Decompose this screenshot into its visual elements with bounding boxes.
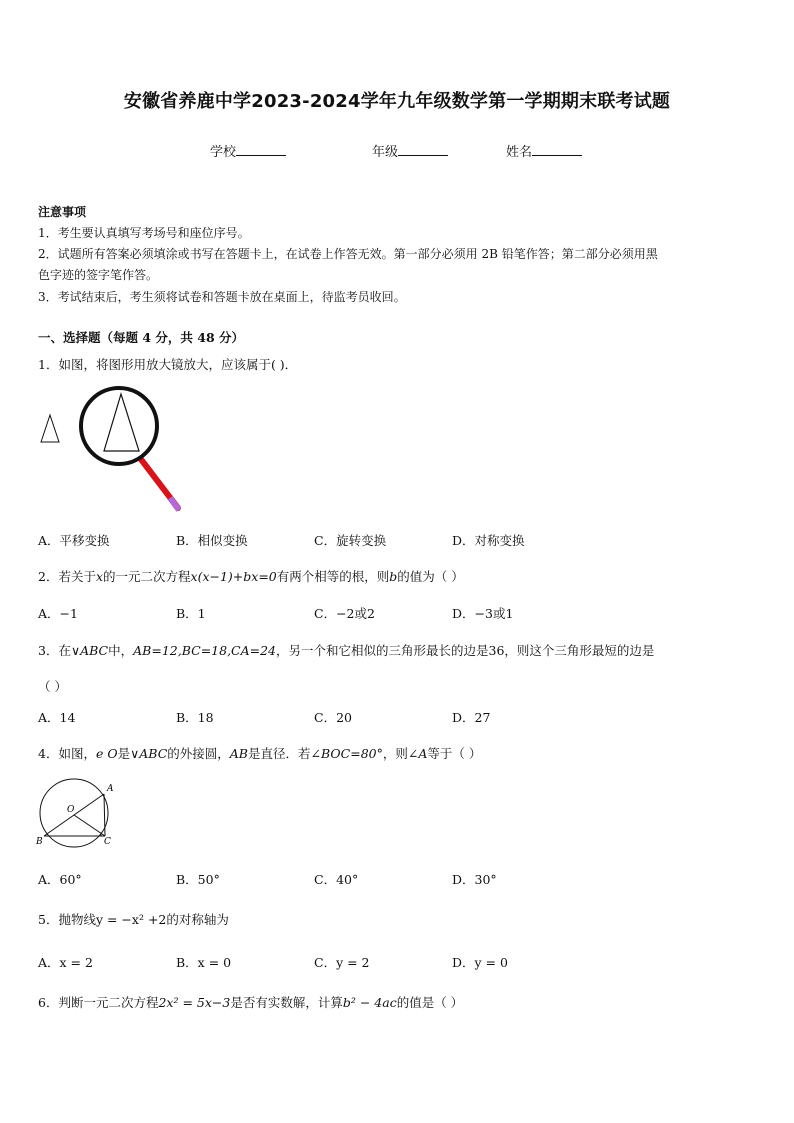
label-a: A (107, 784, 114, 794)
page-title: 安徽省养鹿中学2023-2024学年九年级数学第一学期期末联考试题 (123, 91, 671, 112)
question-2-text (38, 567, 464, 585)
name-field[interactable] (506, 141, 582, 160)
segment-oc (74, 815, 105, 836)
q4-triangle: ∨ABC (130, 746, 168, 761)
name-blank[interactable] (532, 143, 582, 156)
q1-option-d[interactable]: D．对称变换 (452, 533, 525, 548)
q2-variable-b: b (389, 569, 398, 584)
q4-angle: ∠BOC=80° (310, 746, 383, 761)
grade-label: 年级 (372, 145, 399, 160)
note-item: 3．考试结束后，考生须将试卷和答题卡放在桌面上，待监考员收回。 (38, 290, 406, 304)
question-4-text (38, 744, 481, 762)
q3-part: ，另一个和它相似的三角形最长的边是36，则这个三角形最短的边是 (276, 643, 655, 658)
question-1-text: 1．如图，将图形用放大镜放大，应该属于( )． (38, 357, 298, 372)
q4-option-b[interactable]: B．50° (176, 872, 220, 887)
q6-part: 是否有实数解，计算 (230, 995, 343, 1010)
circle-figure (34, 776, 120, 850)
name-label: 姓名 (506, 145, 533, 160)
note-item: 2．试题所有答案必须填涂或书写在答题卡上，在试卷上作答无效。第一部分必须用 2B 铅笔作答；第二部分必须用黑 (38, 247, 658, 261)
grade-blank[interactable] (398, 143, 448, 156)
q3-triangle: ∨ABC (70, 643, 109, 658)
q4-option-d[interactable]: D．30° (452, 872, 497, 887)
q5-option-b[interactable]: B．x = 0 (176, 955, 232, 970)
label-c: C (104, 837, 111, 847)
question-5-text (38, 910, 229, 928)
q5-part: 5．抛物线 (38, 912, 96, 927)
note-item: 1．考生要认真填写考场号和座位序号。 (38, 226, 250, 240)
q2-equation: x(x−1)+bx=0 (190, 569, 277, 584)
q6-equation: 2x² = 5x−3 (158, 995, 231, 1010)
q2-option-d[interactable]: D．−3或1 (452, 606, 514, 621)
q4-diameter: AB (229, 746, 248, 761)
label-b: B (36, 837, 43, 847)
q2-part: 的值为（ ） (397, 569, 464, 584)
q2-part: 2．若关于 (38, 569, 96, 584)
q2-option-c[interactable]: C．−2或2 (314, 606, 375, 621)
q5-part: 的对称轴为 (166, 912, 229, 927)
q3-answer-paren: （ ） (38, 679, 67, 694)
q4-part: 是 (117, 746, 131, 761)
section-heading: 一、选择题（每题 4 分，共 48 分） (38, 330, 245, 345)
magnifier-handle-tip (170, 498, 179, 510)
magnifier-figure (36, 380, 196, 520)
q4-part: 等于（ ） (427, 746, 482, 761)
note-item: 色字迹的签字笔作答。 (38, 268, 159, 282)
q3-option-a[interactable]: A．14 (38, 710, 76, 725)
question-6-text (38, 993, 463, 1011)
q6-part: 的值是（ ） (396, 995, 464, 1010)
q4-angle-a: ∠A (407, 746, 428, 761)
small-triangle (41, 415, 59, 442)
q2-variable-x: x (95, 569, 104, 584)
q4-part: ，则 (382, 746, 408, 761)
question-3-text (38, 641, 654, 659)
q3-equation: AB=12,BC=18,CA=24 (133, 643, 277, 658)
q3-option-d[interactable]: D．27 (452, 710, 491, 725)
school-blank[interactable] (236, 143, 286, 156)
q2-part: 有两个相等的根，则 (276, 569, 390, 584)
label-o: O (67, 805, 75, 815)
q3-part: 3．在 (38, 643, 71, 658)
q3-part: 中， (108, 643, 134, 658)
q1-option-c[interactable]: C．旋转变换 (314, 533, 387, 548)
q5-option-d[interactable]: D．y = 0 (452, 955, 508, 970)
q4-circle: e O (95, 746, 118, 761)
notes-heading: 注意事项 (38, 205, 87, 219)
q6-discriminant: b² − 4ac (342, 995, 397, 1010)
q3-option-b[interactable]: B．18 (176, 710, 214, 725)
school-field[interactable] (210, 141, 286, 160)
q4-part: 是直径．若 (248, 746, 311, 761)
q5-option-c[interactable]: C．y = 2 (314, 955, 370, 970)
q1-option-a[interactable]: A．平移变换 (38, 533, 110, 548)
q2-option-a[interactable]: A．−1 (38, 606, 78, 621)
q5-equation: y = −x² +2 (95, 912, 167, 927)
q4-option-c[interactable]: C．40° (314, 872, 359, 887)
q2-part: 的一元二次方程 (103, 569, 191, 584)
school-label: 学校 (210, 145, 237, 160)
q4-option-a[interactable]: A．60° (38, 872, 82, 887)
q4-part: 4．如图， (38, 746, 96, 761)
q3-option-c[interactable]: C．20 (314, 710, 352, 725)
q1-option-b[interactable]: B．相似变换 (176, 533, 248, 548)
q6-part: 6．判断一元二次方程 (38, 995, 159, 1010)
q2-option-b[interactable]: B．1 (176, 606, 206, 621)
grade-field[interactable] (372, 141, 448, 160)
q5-option-a[interactable]: A．x = 2 (38, 955, 93, 970)
q4-part: 的外接圆， (167, 746, 230, 761)
